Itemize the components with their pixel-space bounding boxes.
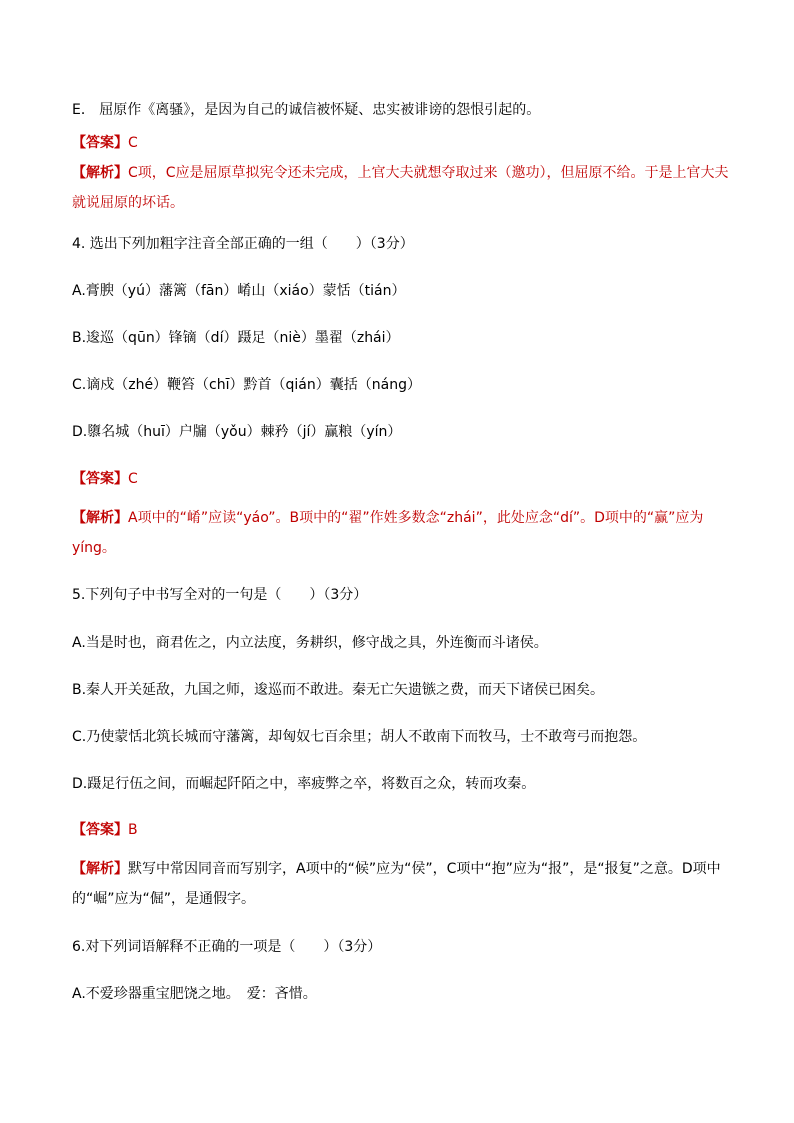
answer-tag: 【答案】 [72, 822, 128, 838]
q5-answer [72, 821, 732, 839]
answer-value: C [128, 471, 138, 487]
answer-value: B [128, 822, 138, 838]
q4-answer [72, 470, 732, 488]
answer-value: C [128, 135, 138, 151]
q5-option-b: B.秦人开关延敌，九国之师，逡巡而不敢进。秦无亡矢遗镞之费，而天下诸侯已困矣。 [72, 682, 605, 698]
q3-answer [72, 134, 732, 152]
q3-option-e: E． 屈原作《离骚》，是因为自己的诚信被怀疑、忠实被诽谤的怨恨引起的。 [72, 102, 541, 118]
q3-analysis [72, 158, 732, 218]
q5-option-d: D.蹑足行伍之间，而崛起阡陌之中，率疲弊之卒，将数百之众，转而攻秦。 [72, 776, 536, 792]
q5-option-a: A.当是时也，商君佐之，内立法度，务耕织，修守战之具，外连衡而斗诸侯。 [72, 635, 548, 651]
q6-stem: 6.对下列词语解释不正确的一项是（ ）（3分） [72, 939, 382, 955]
q5-option-c: C.乃使蒙恬北筑长城而守藩篱，却匈奴七百余里；胡人不敢南下而牧马，士不敢弯弓而抱怨。 [72, 729, 647, 745]
q4-option-b: B.逡巡（qūn）锋镝（dí）蹑足（niè）墨翟（zhái） [72, 330, 400, 346]
q6-option-a: A.不爱珍器重宝肥饶之地。 爱：吝惜。 [72, 986, 317, 1002]
q4-stem: 4. 选出下列加粗字注音全部正确的一组（ ）（3分） [72, 236, 414, 252]
analysis-tag: 【解析】 [72, 861, 128, 877]
analysis-tag: 【解析】 [72, 165, 128, 181]
q5-analysis [72, 854, 732, 914]
analysis-text: A项中的“崤”应读“yáo”。B项中的“翟”作姓多数念“zhái”，此处应念“dí”。D项中的“赢”应为yíng。 [72, 510, 704, 556]
q5-stem: 5.下列句子中书写全对的一句是（ ）（3分） [72, 587, 368, 603]
answer-tag: 【答案】 [72, 471, 128, 487]
q4-option-c: C.谪戍（zhé）鞭笞（chī）黔首（qián）囊括（náng） [72, 377, 421, 393]
analysis-text: C项，C应是屈原草拟宪令还未完成，上官大夫就想夺取过来（邀功），但屈原不给。于是上官大夫就说屈原的坏话。 [72, 165, 729, 211]
analysis-tag: 【解析】 [72, 510, 128, 526]
q4-option-a: A.膏腴（yú）藩篱（fān）崤山（xiáo）蒙恬（tián） [72, 283, 406, 299]
q4-option-d: D.隳名城（huī）户牖（yǒu）棘矜（jí）赢粮（yín） [72, 424, 402, 440]
answer-tag: 【答案】 [72, 135, 128, 151]
q4-analysis [72, 503, 732, 563]
analysis-text: 默写中常因同音而写别字，A项中的“候”应为“侯”，C项中“抱”应为“报”，是“报复”之意。D项中的“崛”应为“倔”，是通假字。 [72, 861, 721, 907]
